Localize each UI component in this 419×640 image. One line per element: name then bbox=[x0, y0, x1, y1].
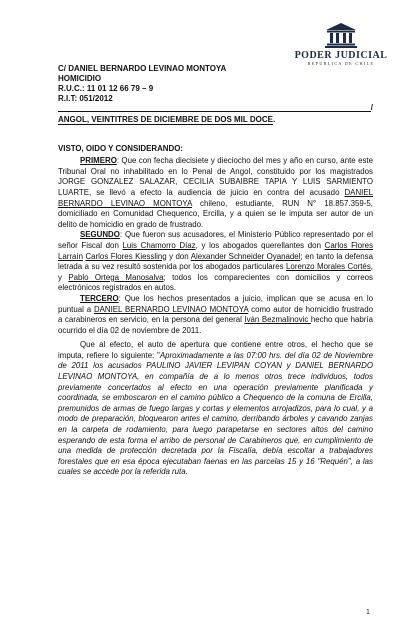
text: : Que los hechos presentados a juicio, implican que se acusa en lo puntual a bbox=[58, 293, 373, 314]
defendant-name: DANIEL BERNARDO LEVINAO MONTOYA bbox=[93, 304, 249, 314]
text: y don bbox=[166, 251, 191, 261]
text: como autor de homicidio frustrado a carabineros en servicio, en la persona del general bbox=[58, 304, 373, 325]
page-number: 1 bbox=[366, 609, 370, 616]
case-crime: HOMICIDIO bbox=[58, 74, 102, 83]
lawyer-name: Carlos Flores Kiessling bbox=[85, 251, 167, 261]
text: , y los abogados querellantes don bbox=[195, 240, 325, 250]
text: Que al efecto, el auto de apertura que contiene entre otros, el hecho que se imputa, refiere lo siguiente: " bbox=[58, 340, 373, 360]
case-ruc: R.U.C.: 11 01 12 66 79 – 9 bbox=[58, 84, 154, 93]
text: : Que fueron sus acusadores, el Ministerio Público representado por el señor Fiscal don bbox=[58, 230, 373, 250]
lawyer-name: Pablo Ortega Manosalva bbox=[68, 272, 164, 282]
text: : Que con fecha diecisiete y dieciocho del mes y año en curso, ante este Tribunal Oral no inhabilitado en lo Penal de Angol, constituido por los magistrados JORGE GONZALEZ SALAZAR, CECILIA SUBAIBRE TAPIA Y LUIS SARMIENTO LUARTE, se llevó a efecto la audiencia de juicio en contra del acusado bbox=[58, 156, 373, 197]
rule-slash: / bbox=[370, 103, 373, 113]
text: , y bbox=[58, 262, 373, 282]
label-segundo: SEGUNDO bbox=[80, 230, 120, 240]
text: ; en tanto la defensa letrada a su vez resultó sostenida por los abogados particulares bbox=[58, 251, 373, 272]
rule-fill bbox=[58, 111, 371, 112]
paragraph-tercero bbox=[58, 294, 373, 336]
label-tercero: TERCERO bbox=[80, 293, 119, 303]
logo-title: PODER JUDICIAL bbox=[294, 50, 388, 61]
paragraph-segundo bbox=[58, 230, 373, 294]
section-heading: VISTO, OIDO Y CONSIDERANDO: bbox=[58, 143, 183, 153]
lawyer-name: Alexander Schneider Oyanadel bbox=[190, 251, 301, 261]
victim-name: Iván Bezmalinovic bbox=[244, 315, 311, 325]
text: chileno, estudiante, RUN N° 18.857.359-5, domiciliado en Comunidad Chequenco, Ercilla, y a quien se le imputa ser autor de un delito de homicidio en grado de frustrado. bbox=[58, 198, 373, 229]
lawyer-name: Lorenzo Morales Cortés bbox=[286, 262, 371, 272]
text: hecho que habría ocurrido el día 02 de noviembre de 2011. bbox=[58, 315, 373, 335]
document-body bbox=[58, 64, 373, 478]
case-rit: R.I.T: 051/2012 bbox=[58, 94, 113, 103]
logo-subtitle: REPÚBLICA DE CHILE bbox=[307, 61, 375, 66]
poder-judicial-logo bbox=[291, 22, 391, 66]
header-rule bbox=[58, 104, 373, 114]
quoted-accusation: Aproximadamente a las 07:00 hrs. del día 02 de Noviembre de 2011 los acusados PAULINO JAVIER LEVIPAN COYAN y DANIEL BERNARDO LEVINAO MONTOYA, en compañía de a lo menos otros trece individuos, todos previamente concertados al efecto en una operación previamente planificada y coordinada, se emboscaron en el camino público a Chequenco de la comuna de Ercilla, premunidos de armas de fuego largas y cortas y elementos arrojadizos, para lo cual, y a modo de preparación, bloquearon antes el camino, derribando árboles y cavando zanjas en la carpeta de rodamiento, para luego parapetarse en sectores altos del camino esperando de esta forma el arribo de personal de Carabineros que, en cumplimiento de una medida de protección decretada por la Fiscalía, debía escoltar a trabajadores forestales que en esa época ejecutaban faenas en las parcelas 15 y 16 "Requén", a las cuales se accede por la referida ruta. bbox=[58, 350, 374, 477]
document-date bbox=[58, 115, 373, 126]
paragraph-auto-apertura bbox=[58, 340, 373, 478]
fiscal-name: Luis Chamorro Díaz bbox=[122, 240, 196, 250]
case-defendant: C/ DANIEL BERNARDO LEVINAO MONTOYA bbox=[58, 64, 227, 73]
label-primero: PRIMERO bbox=[80, 156, 117, 166]
lawyer-name: Carlos Flores Larraín bbox=[58, 240, 374, 261]
courthouse-icon bbox=[324, 22, 358, 48]
defendant-name: DANIEL BERNARDO LEVINAO MONTOYA bbox=[58, 187, 373, 208]
date-end: . bbox=[272, 115, 276, 124]
date-text: ANGOL, VEINTITRES DE DICIEMBRE DE DOS MIL DOCE bbox=[58, 115, 273, 124]
paragraph-primero bbox=[58, 156, 373, 230]
text: ; todos los comparecientes con domicilios y correos electrónicos registrados en autos. bbox=[58, 272, 374, 293]
